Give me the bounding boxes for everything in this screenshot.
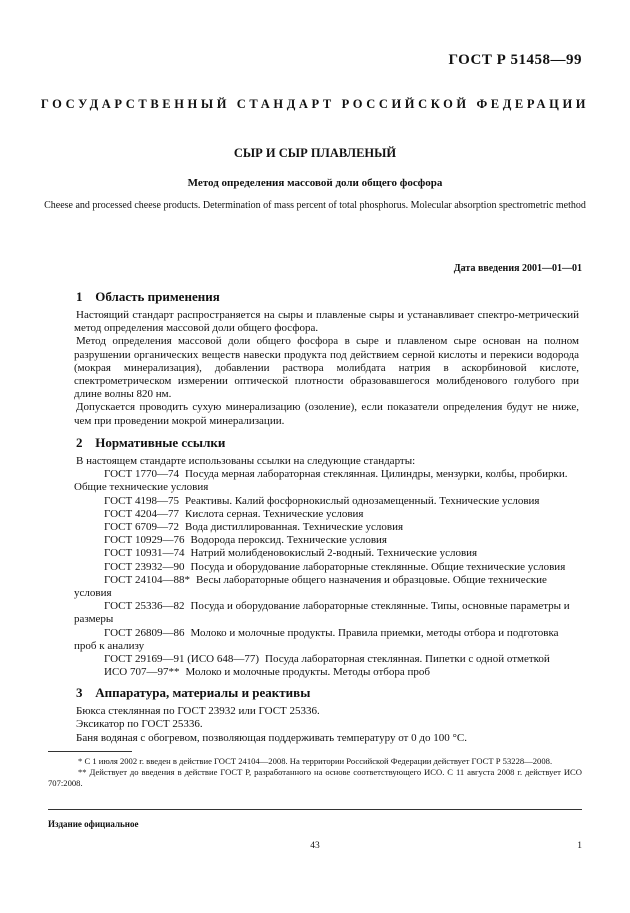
section-title: Аппаратура, материалы и реактивы — [95, 685, 311, 700]
reference-text: Кислота серная. Технические условия — [184, 507, 364, 520]
reference-text: Посуда и оборудование лабораторные стеклянные. Общие технические условия — [190, 560, 566, 573]
section-number: 3 — [76, 685, 83, 700]
reference-code: ГОСТ 29169—91 (ИСО 648—77) — [104, 653, 260, 666]
section-2-heading — [76, 435, 225, 451]
footer-divider — [48, 809, 582, 810]
section-1-heading — [76, 289, 220, 305]
reference-text: Водорода пероксид. Технические условия — [190, 534, 387, 547]
reference-code: ИСО 707—97** — [104, 666, 180, 679]
reference-code: ГОСТ 1770—74 — [104, 468, 179, 481]
reference-code: ГОСТ 4198—75 — [104, 494, 179, 507]
document-title: СЫР И СЫР ПЛАВЛЕНЫЙ — [233, 146, 397, 160]
paragraph: Настоящий стандарт распространяется на сыры и плавленые сыры и устанавливает спектро-метрический метод определения массовой доли общего фосфора. — [74, 309, 579, 335]
footnote: * С 1 июля 2002 г. введен в действие ГОСТ 24104—2008. На территории Российской Федерации действует ГОСТ Р 53228—2008. — [78, 756, 553, 766]
section-title: Нормативные ссылки — [95, 435, 226, 450]
reference-text: Натрий молибденовокислый 2-водный. Технические условия — [190, 547, 478, 560]
section-3-heading — [76, 685, 310, 701]
gost-number: ГОСТ Р 51458—99 — [448, 52, 582, 68]
page-number: 43 — [310, 841, 320, 851]
reference-code: ГОСТ 6709—72 — [104, 521, 179, 534]
edition-label: Издание официальное — [48, 819, 139, 829]
reference-code: ГОСТ 24104—88* — [104, 573, 190, 586]
equipment-line: Бюкса стеклянная по ГОСТ 23932 или ГОСТ 25336. — [76, 705, 320, 717]
reference-item — [74, 495, 582, 508]
reference-code: ГОСТ 10931—74 — [104, 547, 185, 560]
reference-text: Посуда мерная лабораторная стеклянная. Цилиндры, мензурки, колбы, пробирки. Общие технические условия — [74, 468, 568, 494]
section-1-body — [74, 309, 579, 428]
references-intro: В настоящем стандарте использованы ссылки на следующие стандарты: — [76, 455, 416, 467]
reference-item — [74, 627, 582, 653]
paragraph: Допускается проводить сухую минерализацию (озоление), если показатели определения будут не ниже, чем при проведении мокрой минерализации. — [74, 401, 579, 427]
reference-item — [74, 534, 582, 547]
reference-item — [74, 653, 582, 666]
footnote: ** Действует до введения в действие ГОСТ Р, разработанного на основе соответствующего ИСО. С 11 августа 2008 г. действует ИСО 707:2008. — [48, 767, 582, 788]
reference-code: ГОСТ 10929—76 — [104, 534, 185, 547]
equipment-line: Баня водяная с обогревом, позволяющая поддерживать температуру от 0 до 100 °С. — [76, 731, 467, 744]
reference-item — [74, 600, 582, 626]
reference-item — [74, 561, 582, 574]
reference-text: Посуда лабораторная стеклянная. Пипетки с одной отметкой — [265, 653, 550, 666]
equipment-line: Эксикатор по ГОСТ 25336. — [76, 718, 203, 731]
reference-code: ГОСТ 26809—86 — [104, 626, 185, 639]
reference-item — [74, 508, 582, 521]
reference-text: Молоко и молочные продукты. Методы отбора проб — [185, 666, 431, 679]
section-number: 1 — [76, 289, 83, 304]
reference-text: Реактивы. Калий фосфорнокислый однозамещенный. Технические условия — [184, 494, 540, 507]
document-subtitle: Метод определения массовой доли общего фосфора — [187, 177, 443, 189]
english-title: Cheese and processed cheese products. Determination of mass percent of total phosphorus. Molecular absorption spectrometric method — [44, 200, 586, 211]
reference-item — [74, 666, 582, 679]
references-list — [74, 455, 582, 679]
reference-item — [74, 547, 582, 560]
footnotes — [48, 756, 582, 789]
sheet-number: 1 — [577, 841, 582, 851]
reference-text: Весы лабораторные общего назначения и образцовые. Общие технические условия — [74, 573, 547, 600]
reference-item — [74, 521, 582, 534]
reference-code: ГОСТ 23932—90 — [104, 560, 185, 573]
section-3-body — [74, 705, 579, 745]
paragraph: Метод определения массовой доли общего фосфора в сыре и плавленом сыре основан на полном разрушении органических веществ навески продукта под действием серной кислоты и перекиси водорода (мокрая минерализация), добавлении раствора молибдата натрия в аскорбиновой кислоте, спектрометрическом измерении оптической плотности образовавшегося молибденового голубого при длине волны 820 нм. — [74, 335, 579, 401]
reference-text: Вода дистиллированная. Технические условия — [184, 521, 404, 534]
reference-code: ГОСТ 4204—77 — [104, 507, 179, 520]
reference-item — [74, 574, 582, 600]
introduction-date: Дата введения 2001—01—01 — [453, 263, 582, 274]
reference-item — [74, 468, 582, 494]
section-number: 2 — [76, 435, 83, 450]
footnote-divider — [48, 751, 132, 752]
reference-code: ГОСТ 25336—82 — [104, 600, 185, 613]
section-title: Область применения — [95, 289, 220, 304]
reference-text: Молоко и молочные продукты. Правила приемки, методы отбора и подготовка проб к анализу — [74, 626, 559, 652]
state-standard-heading: ГОСУДАРСТВЕННЫЙ СТАНДАРТ РОССИЙСКОЙ ФЕДЕРАЦИИ — [40, 97, 590, 111]
reference-text: Посуда и оборудование лабораторные стеклянные. Типы, основные параметры и размеры — [74, 600, 570, 626]
